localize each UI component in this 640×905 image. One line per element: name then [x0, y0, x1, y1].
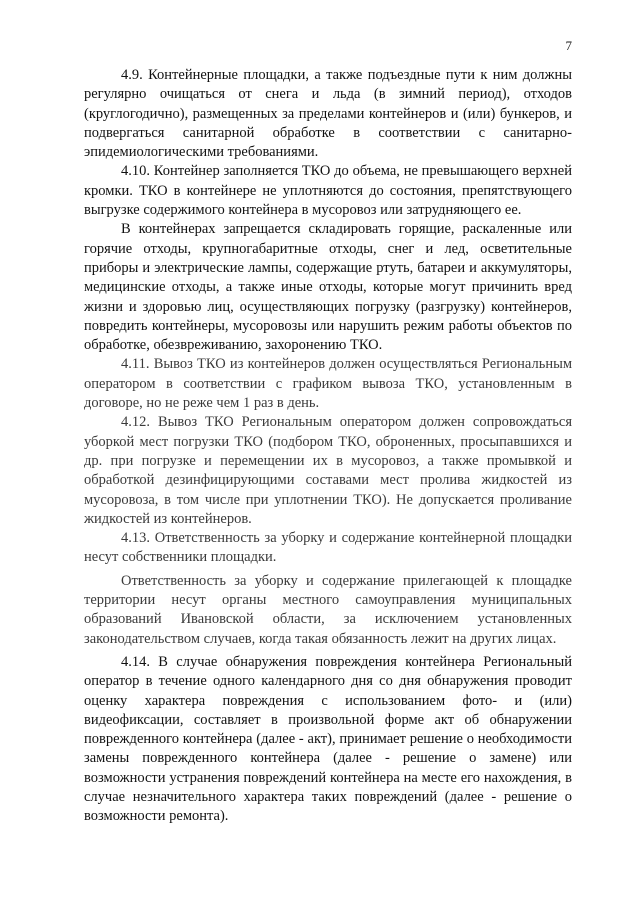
paragraph-4-10: 4.10. Контейнер заполняется ТКО до объема, не превышающего верхней кромки. ТКО в контейнере не уплотняются до состояния, препятствующего выгрузке содержимого контейнера в мусоровоз или затрудняющего ее. — [84, 163, 572, 219]
paragraph-4-13: 4.13. Ответственность за уборку и содержание контейнерной площадки несут собственники площадки. — [84, 530, 572, 566]
page-number: 7 — [565, 38, 572, 53]
paragraph-4-9: 4.9. Контейнерные площадки, а также подъездные пути к ним должны регулярно очищаться от снега и льда (в зимний период), отходов (круглогодично), размещенных за пределами контейнеров и (или) бункеров, и подвергаться санитарной обработке в соответствии с санитарно-эпидемиологическими требованиями. — [84, 67, 572, 161]
paragraph-4-12: 4.12. Вывоз ТКО Региональным оператором должен сопровождаться уборкой мест погрузки ТКО (подбором ТКО, оброненных, просыпавшихся и др. при погрузке и перемещении их в мусоровоз, а также промывкой и обработкой дезинфицирующими составами мест пролива жидкостей из мусоровоза, в том числе при уплотнении ТКО). Не допускается проливание жидкостей из контейнеров. — [84, 414, 572, 527]
paragraph-adjacent-territory: Ответственность за уборку и содержание прилегающей к площадке территории несут органы местного самоуправления муниципальных образований Ивановской области, за исключением установленных законодательством случаев, когда такая обязанность лежит на других лицах. — [84, 572, 572, 647]
paragraph-4-14: 4.14. В случае обнаружения повреждения контейнера Региональный оператор в течение одного календарного дня со дня обнаружения проводит оценку характера повреждения с использованием фото- и (или) видеофиксации, составляет в произвольной форме акт об обнаружении поврежденного контейнера (далее - акт), принимает решение о необходимости замены поврежденного контейнера (далее - решение о замене) или возможности устранения повреждений контейнера на месте его нахождения, в случае незначительного характера таких повреждений (далее - решение о возможности ремонта). — [84, 653, 572, 825]
document-body — [84, 66, 572, 827]
paragraph-4-11: 4.11. Вывоз ТКО из контейнеров должен осуществляться Региональным оператором в соответствии с графиком вывоза ТКО, установленным в договоре, но не реже чем 1 раз в день. — [84, 356, 572, 412]
paragraph-prohibited-waste: В контейнерах запрещается складировать горящие, раскаленные или горячие отходы, крупногабаритные отходы, снег и лед, осветительные приборы и электрические лампы, содержащие ртуть, батареи и аккумуляторы, медицинские отходы, а также иные отходы, которые могут причинить вред жизни и здоровью лиц, осуществляющих погрузку (разгрузку) контейнеров, повредить контейнеры, мусоровозы или нарушить режим работы объектов по обработке, обезвреживанию, захоронению ТКО. — [84, 221, 572, 354]
